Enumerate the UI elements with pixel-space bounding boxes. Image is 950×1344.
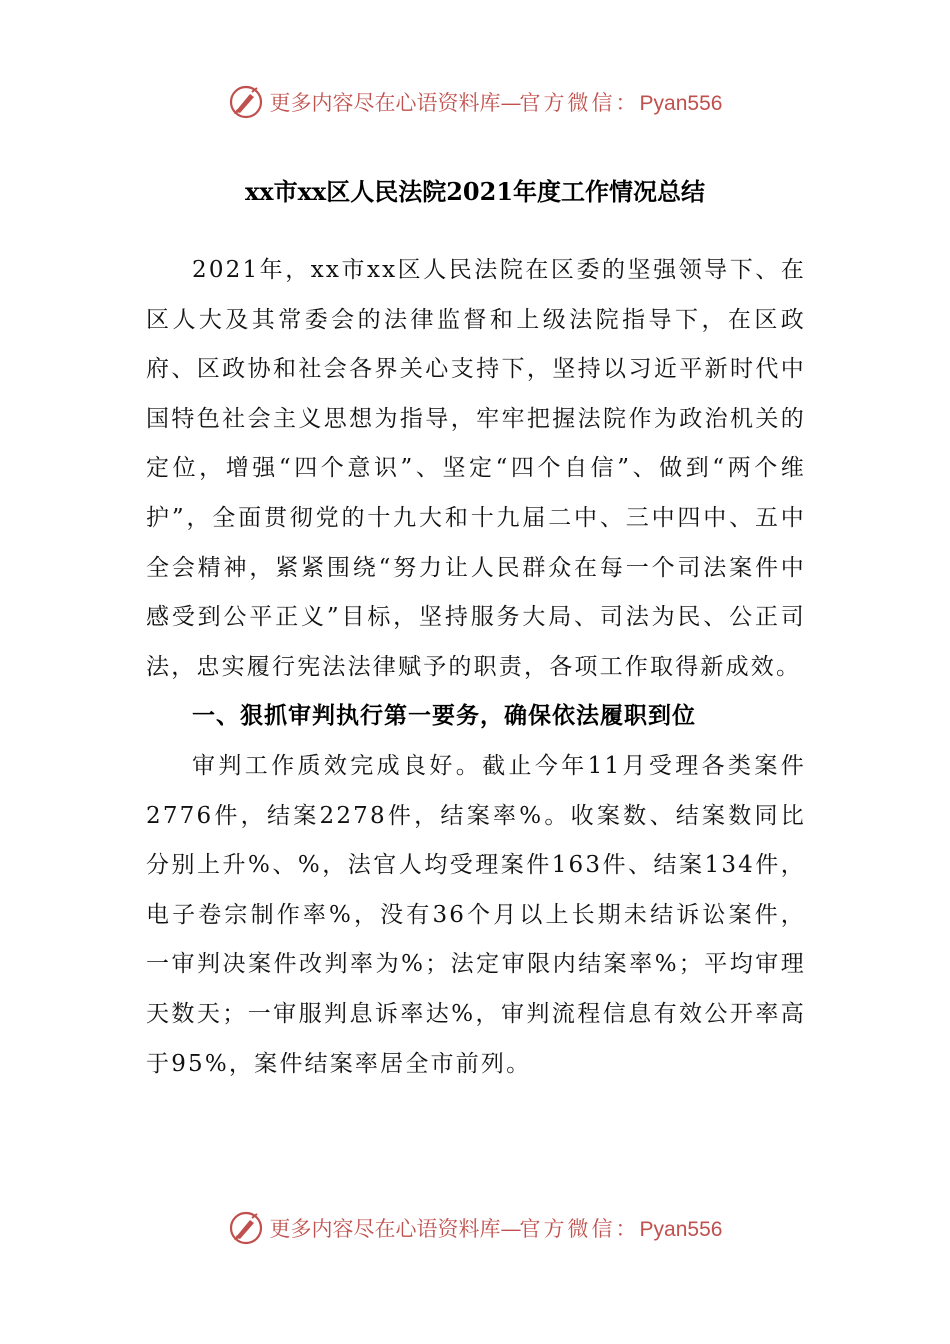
footer-banner — [0, 1206, 950, 1250]
banner-wechat-label: 官方微信： — [519, 1217, 640, 1241]
header-banner — [0, 80, 950, 124]
banner-dash: — — [500, 1217, 520, 1241]
banner-wechat-id: Pyan556 — [639, 1218, 723, 1241]
section-paragraph: 审判工作质效完成良好。截止今年11月受理各类案件2776件，结案2278件，结案率%。收案数、结案数同比分别上升%、%，法官人均受理案件163件、结案134件，电子卷宗制作率%，没有36个月以上长期未结诉讼案件，一审判决案件改判率为%；法定审限内结案率%；平均审理天数天；一审服判息诉率达%，审判流程信息有效公开率高于95%，案件结案率居全市前列。 — [146, 752, 806, 1077]
banner-text — [270, 87, 723, 117]
pen-logo-icon — [228, 84, 264, 120]
banner-prefix: 更多内容尽在心语资料库 — [269, 1217, 501, 1241]
banner-dash: — — [500, 91, 520, 115]
document-title: xx市xx区人民法院2021年度工作情况总结 — [244, 177, 706, 206]
intro-paragraph: 2021年，xx市xx区人民法院在区委的坚强领导下、在区人大及其常委会的法律监督和上级法院指导下，在区政府、区政协和社会各界关心支持下，坚持以习近平新时代中国特色社会主义思想为指导，牢牢把握法院作为政治机关的定位，增强“四个意识”、坚定“四个自信”、做到“两个维护”，全面贯彻党的十九大和十九届二中、三中四中、五中全会精神，紧紧围绕“努力让人民群众在每一个司法案件中感受到公平正义”目标，坚持服务大局、司法为民、公正司法，忠实履行宪法法律赋予的职责，各项工作取得新成效。 — [146, 257, 806, 680]
document-body — [146, 246, 806, 1089]
banner-text — [270, 1213, 723, 1243]
pen-logo-icon — [228, 1210, 264, 1246]
banner-prefix: 更多内容尽在心语资料库 — [269, 91, 501, 115]
section-heading: 一、狠抓审判执行第一要务，确保依法履职到位 — [192, 703, 696, 730]
banner-wechat-id: Pyan556 — [639, 92, 723, 115]
banner-wechat-label: 官方微信： — [519, 91, 640, 115]
